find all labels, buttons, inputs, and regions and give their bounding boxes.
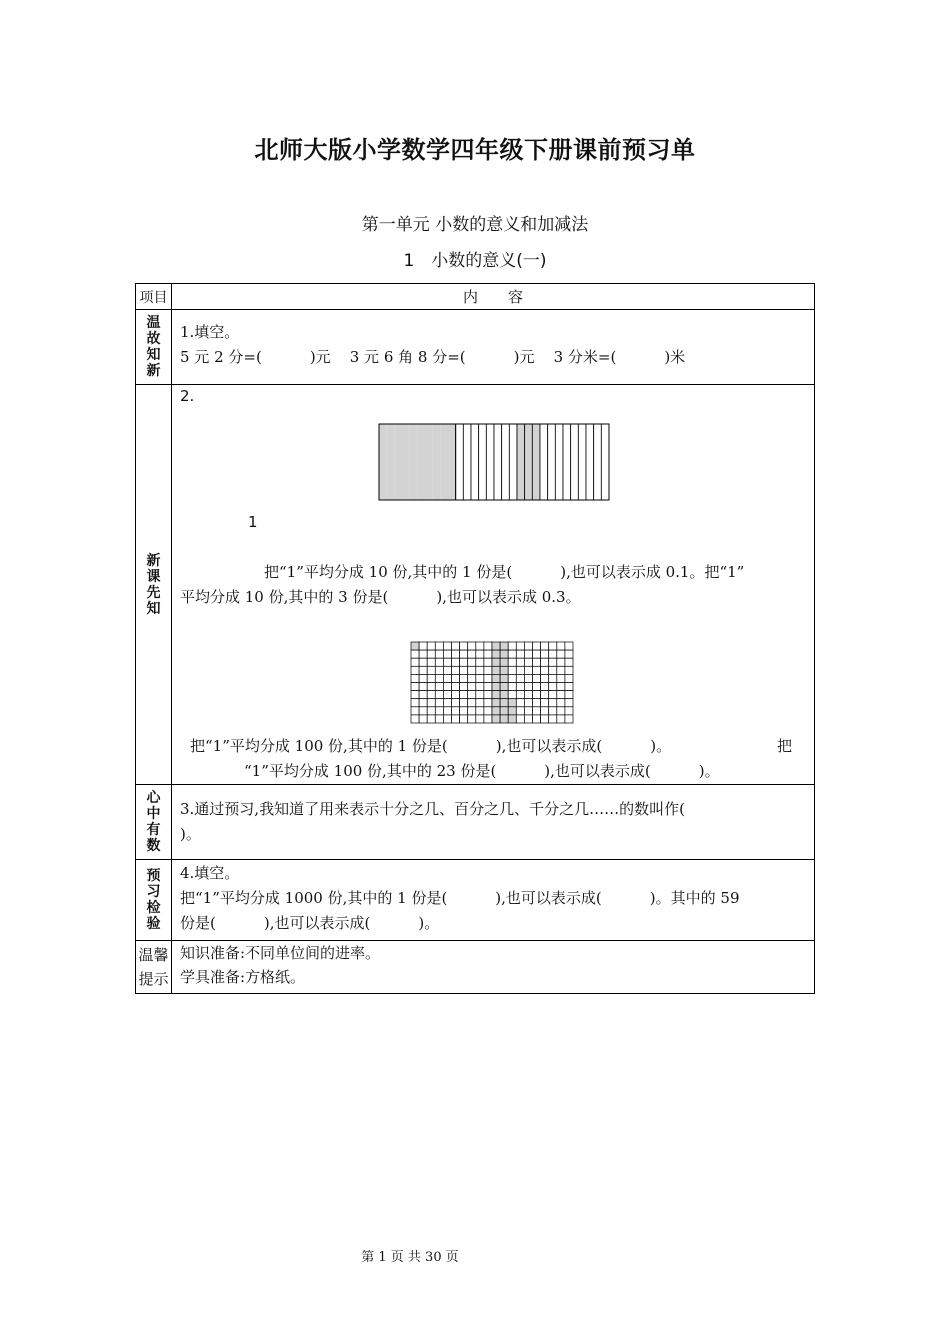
hundredths-cell	[533, 650, 541, 658]
hundredths-cell	[427, 683, 435, 691]
hundredths-cell	[484, 642, 492, 650]
hundredths-cell	[419, 691, 427, 699]
hundredths-cell	[443, 707, 451, 715]
hundredths-cell	[476, 699, 484, 707]
hundredths-cell	[508, 674, 516, 682]
hundredths-cell	[411, 666, 419, 674]
hundredths-cell	[565, 666, 573, 674]
hundredths-cell	[565, 650, 573, 658]
hundredths-cell	[524, 707, 532, 715]
hundredths-cell	[516, 642, 524, 650]
hundredths-cell	[508, 715, 516, 723]
hundredths-cell	[557, 691, 565, 699]
hundredths-cell	[484, 691, 492, 699]
hundredths-cell	[541, 715, 549, 723]
hundredths-cell	[492, 715, 500, 723]
tenths-strip	[379, 424, 387, 500]
tenths-strip	[601, 424, 609, 500]
hundredths-cell	[557, 650, 565, 658]
hundredths-cell	[516, 666, 524, 674]
tenths-strip	[509, 424, 517, 500]
hundredths-cell	[452, 674, 460, 682]
hundredths-cell	[508, 691, 516, 699]
hundredths-cell	[419, 715, 427, 723]
hundredths-cell	[411, 674, 419, 682]
tenths-strip	[456, 424, 464, 500]
hundredths-cell	[435, 650, 443, 658]
hundredths-cell	[419, 666, 427, 674]
hundredths-cell	[435, 658, 443, 666]
tenths-strip	[463, 424, 471, 500]
lesson-heading: 1 小数的意义(一)	[403, 251, 547, 271]
hundredths-cell	[460, 683, 468, 691]
hundredths-cell	[476, 715, 484, 723]
hundredths-cell	[460, 707, 468, 715]
hundredths-figure	[410, 641, 576, 725]
hundredths-cell	[549, 650, 557, 658]
hundredths-cell	[508, 699, 516, 707]
hundredths-cell	[476, 691, 484, 699]
hundredths-cell	[443, 699, 451, 707]
hundredths-cell	[427, 642, 435, 650]
hundredths-cell	[484, 674, 492, 682]
hundredths-cell	[557, 642, 565, 650]
document-title: 北师大版小学数学四年级下册课前预习单	[254, 136, 696, 164]
hundredths-cell	[565, 642, 573, 650]
tenths-strip	[548, 424, 556, 500]
hundredths-cell	[468, 683, 476, 691]
hundredths-cell	[468, 691, 476, 699]
hundredths-cell	[508, 642, 516, 650]
row-label-mind: 心 中 有 数	[136, 785, 172, 860]
question-1-title: 1.填空。	[180, 323, 240, 341]
hundredths-cell	[476, 674, 484, 682]
tenths-strip	[586, 424, 594, 500]
row-label-review: 温 故 知 新	[136, 310, 172, 385]
hundredths-paragraph: 把“1”平均分成 100 份,其中的 1 份是( ),也可以表示成( )。 把 “1”平均分成 100 份,其中的 23 份是( ),也可以表示成( )。	[190, 737, 792, 780]
hundredths-cell	[516, 658, 524, 666]
hundredths-cell	[557, 666, 565, 674]
hundredths-cell	[460, 650, 468, 658]
tenths-strip	[571, 424, 579, 500]
hundredths-cell	[516, 699, 524, 707]
tenths-strip	[410, 424, 418, 500]
tenths-strip	[448, 424, 456, 500]
hundredths-cell	[435, 642, 443, 650]
question-1-line: 5 元 2 分=( )元 3 元 6 角 8 分=( )元 3 分米=( )米	[180, 348, 686, 366]
hundredths-cell	[500, 699, 508, 707]
hundredths-cell	[460, 666, 468, 674]
hundredths-cell	[468, 715, 476, 723]
hundredths-cell	[419, 707, 427, 715]
check-content: 4.填空。 把“1”平均分成 1000 份,其中的 1 份是( ),也可以表示成( )。其中的 59 份是( ),也可以表示成( )。	[172, 860, 815, 941]
tenths-strip	[532, 424, 540, 500]
hundredths-cell	[524, 666, 532, 674]
hundredths-cell	[476, 707, 484, 715]
tips-content	[172, 941, 815, 994]
tenths-strip	[563, 424, 571, 500]
hundredths-cell	[524, 642, 532, 650]
hundredths-cell	[492, 642, 500, 650]
tenths-strip	[494, 424, 502, 500]
hundredths-cell	[476, 650, 484, 658]
hundredths-cell	[460, 691, 468, 699]
hundredths-cell	[427, 715, 435, 723]
tenths-strip	[387, 424, 395, 500]
hundredths-cell	[557, 699, 565, 707]
question-3-text: 3.通过预习,我知道了用来表示十分之几、百分之几、千分之几……的数叫作(	[180, 800, 685, 818]
hundredths-cell	[452, 658, 460, 666]
hundredths-cell	[533, 691, 541, 699]
hundredths-cell	[452, 707, 460, 715]
hundredths-cell	[492, 683, 500, 691]
hundredths-cell	[452, 642, 460, 650]
hundredths-cell	[508, 658, 516, 666]
hundredths-cell	[541, 674, 549, 682]
hundredths-cell	[460, 715, 468, 723]
page-footer: 第 1 页 共 30 页	[361, 1250, 459, 1265]
hundredths-cell	[443, 715, 451, 723]
hundredths-cell	[492, 650, 500, 658]
hundredths-cell	[524, 715, 532, 723]
hundredths-cell	[516, 683, 524, 691]
row-label-tips: 温馨 提示	[136, 941, 172, 994]
hundredths-cell	[484, 666, 492, 674]
hundredths-cell	[411, 658, 419, 666]
hundredths-cell	[435, 691, 443, 699]
tenths-strip	[417, 424, 425, 500]
hundredths-cell	[500, 658, 508, 666]
tenths-strip	[486, 424, 494, 500]
hundredths-cell	[541, 683, 549, 691]
hundredths-cell	[541, 699, 549, 707]
header-item: 项目	[136, 284, 172, 310]
hundredths-cell	[492, 658, 500, 666]
hundredths-cell	[427, 674, 435, 682]
hundredths-cell	[435, 666, 443, 674]
question-4-title: 4.填空。	[180, 864, 240, 882]
hundredths-cell	[443, 674, 451, 682]
hundredths-cell	[516, 691, 524, 699]
preview-table	[135, 283, 815, 994]
hundredths-cell	[500, 691, 508, 699]
hundredths-cell	[443, 642, 451, 650]
hundredths-cell	[476, 658, 484, 666]
hundredths-cell	[549, 674, 557, 682]
review-content	[172, 310, 815, 385]
hundredths-cell	[460, 699, 468, 707]
hundredths-cell	[533, 683, 541, 691]
hundredths-cell	[557, 683, 565, 691]
tenths-strip	[502, 424, 510, 500]
hundredths-cell	[435, 707, 443, 715]
hundredths-cell	[468, 642, 476, 650]
header-content: 内 容	[172, 284, 815, 310]
hundredths-cell	[500, 642, 508, 650]
hundredths-cell	[500, 707, 508, 715]
hundredths-cell	[557, 715, 565, 723]
hundredths-cell	[533, 715, 541, 723]
hundredths-cell	[411, 642, 419, 650]
hundredths-cell	[541, 650, 549, 658]
hundredths-cell	[565, 699, 573, 707]
hundredths-cell	[452, 683, 460, 691]
hundredths-cell	[476, 642, 484, 650]
hundredths-cell	[549, 691, 557, 699]
hundredths-cell	[452, 650, 460, 658]
tenths-strip	[479, 424, 487, 500]
hundredths-cell	[508, 707, 516, 715]
hundredths-cell	[492, 666, 500, 674]
tenths-strip	[440, 424, 448, 500]
hundredths-cell	[468, 699, 476, 707]
hundredths-cell	[524, 650, 532, 658]
hundredths-cell	[443, 666, 451, 674]
hundredths-cell	[435, 674, 443, 682]
tenths-strip	[471, 424, 479, 500]
hundredths-cell	[533, 658, 541, 666]
hundredths-cell	[419, 699, 427, 707]
hundredths-cell	[435, 699, 443, 707]
hundredths-cell	[524, 691, 532, 699]
hundredths-cell	[435, 715, 443, 723]
new-content	[172, 385, 815, 785]
hundredths-cell	[541, 642, 549, 650]
hundredths-cell	[565, 658, 573, 666]
row-label-new: 新 课 先 知	[136, 385, 172, 785]
hundredths-cell	[411, 683, 419, 691]
hundredths-cell	[427, 699, 435, 707]
hundredths-cell	[443, 691, 451, 699]
hundredths-cell	[484, 683, 492, 691]
hundredths-cell	[492, 699, 500, 707]
hundredths-cell	[468, 650, 476, 658]
hundredths-cell	[411, 650, 419, 658]
hundredths-cell	[541, 666, 549, 674]
hundredths-cell	[492, 691, 500, 699]
question-2-number: 2.	[180, 387, 195, 405]
hundredths-cell	[533, 674, 541, 682]
hundredths-cell	[549, 642, 557, 650]
hundredths-cell	[452, 699, 460, 707]
hundredths-cell	[557, 674, 565, 682]
hundredths-cell	[427, 707, 435, 715]
hundredths-cell	[476, 683, 484, 691]
hundredths-cell	[500, 674, 508, 682]
tenths-strip	[525, 424, 533, 500]
hundredths-cell	[492, 707, 500, 715]
tenths-strip	[555, 424, 563, 500]
tip-tools: 学具准备:方格纸。	[180, 968, 306, 986]
hundredths-cell	[533, 666, 541, 674]
hundredths-cell	[549, 699, 557, 707]
hundredths-cell	[443, 650, 451, 658]
hundredths-cell	[411, 715, 419, 723]
hundredths-cell	[565, 691, 573, 699]
hundredths-cell	[508, 666, 516, 674]
hundredths-cell	[549, 715, 557, 723]
tenths-strip	[433, 424, 441, 500]
unit-heading: 第一单元 小数的意义和加减法	[361, 215, 589, 235]
hundredths-cell	[533, 642, 541, 650]
hundredths-cell	[557, 707, 565, 715]
hundredths-cell	[419, 674, 427, 682]
hundredths-cell	[524, 674, 532, 682]
hundredths-cell	[476, 666, 484, 674]
hundredths-cell	[484, 707, 492, 715]
hundredths-cell	[427, 650, 435, 658]
hundredths-cell	[492, 674, 500, 682]
hundredths-cell	[411, 699, 419, 707]
unit-one-label: 1	[248, 513, 258, 531]
hundredths-cell	[516, 674, 524, 682]
hundredths-cell	[419, 650, 427, 658]
tenths-strip	[517, 424, 525, 500]
tenths-strip	[540, 424, 548, 500]
hundredths-cell	[549, 658, 557, 666]
hundredths-cell	[524, 683, 532, 691]
hundredths-cell	[516, 650, 524, 658]
hundredths-cell	[411, 707, 419, 715]
hundredths-cell	[460, 658, 468, 666]
hundredths-cell	[419, 658, 427, 666]
hundredths-cell	[427, 658, 435, 666]
hundredths-cell	[533, 707, 541, 715]
hundredths-cell	[484, 715, 492, 723]
hundredths-cell	[452, 691, 460, 699]
hundredths-cell	[468, 666, 476, 674]
hundredths-cell	[484, 650, 492, 658]
hundredths-cell	[541, 691, 549, 699]
tenths-strip	[578, 424, 586, 500]
hundredths-cell	[541, 658, 549, 666]
hundredths-cell	[500, 666, 508, 674]
hundredths-cell	[549, 666, 557, 674]
hundredths-cell	[508, 683, 516, 691]
hundredths-cell	[500, 683, 508, 691]
hundredths-cell	[500, 650, 508, 658]
hundredths-cell	[443, 658, 451, 666]
hundredths-cell	[565, 683, 573, 691]
hundredths-cell	[443, 683, 451, 691]
hundredths-cell	[565, 715, 573, 723]
hundredths-cell	[557, 658, 565, 666]
hundredths-cell	[468, 674, 476, 682]
hundredths-cell	[549, 683, 557, 691]
hundredths-cell	[468, 658, 476, 666]
tenths-strip	[425, 424, 433, 500]
hundredths-cell	[516, 707, 524, 715]
hundredths-cell	[549, 707, 557, 715]
hundredths-cell	[460, 642, 468, 650]
hundredths-cell	[541, 707, 549, 715]
hundredths-cell	[427, 691, 435, 699]
hundredths-cell	[508, 650, 516, 658]
hundredths-cell	[411, 691, 419, 699]
hundredths-cell	[452, 666, 460, 674]
tenths-strip	[594, 424, 602, 500]
hundredths-cell	[419, 642, 427, 650]
hundredths-cell	[435, 683, 443, 691]
hundredths-cell	[427, 666, 435, 674]
hundredths-cell	[524, 699, 532, 707]
hundredths-cell	[500, 715, 508, 723]
hundredths-cell	[516, 715, 524, 723]
hundredths-cell	[565, 674, 573, 682]
hundredths-cell	[452, 715, 460, 723]
row-label-check: 预 习 检 验	[136, 860, 172, 941]
hundredths-cell	[460, 674, 468, 682]
hundredths-cell	[484, 658, 492, 666]
tenths-strip	[402, 424, 410, 500]
hundredths-cell	[533, 699, 541, 707]
hundredths-cell	[565, 707, 573, 715]
hundredths-cell	[524, 658, 532, 666]
hundredths-cell	[468, 707, 476, 715]
tenths-figure	[378, 423, 610, 501]
hundredths-cell	[419, 683, 427, 691]
mind-content: 3.通过预习,我知道了用来表示十分之几、百分之几、千分之几……的数叫作()。	[172, 785, 815, 860]
tenths-paragraph: 把“1”平均分成 10 份,其中的 1 份是( ),也可以表示成 0.1。把“1” 平均分成 10 份,其中的 3 份是( ),也可以表示成 0.3。	[180, 563, 745, 606]
hundredths-cell	[484, 699, 492, 707]
tenths-strip	[394, 424, 402, 500]
tip-knowledge: 知识准备:不同单位间的进率。	[180, 944, 381, 962]
